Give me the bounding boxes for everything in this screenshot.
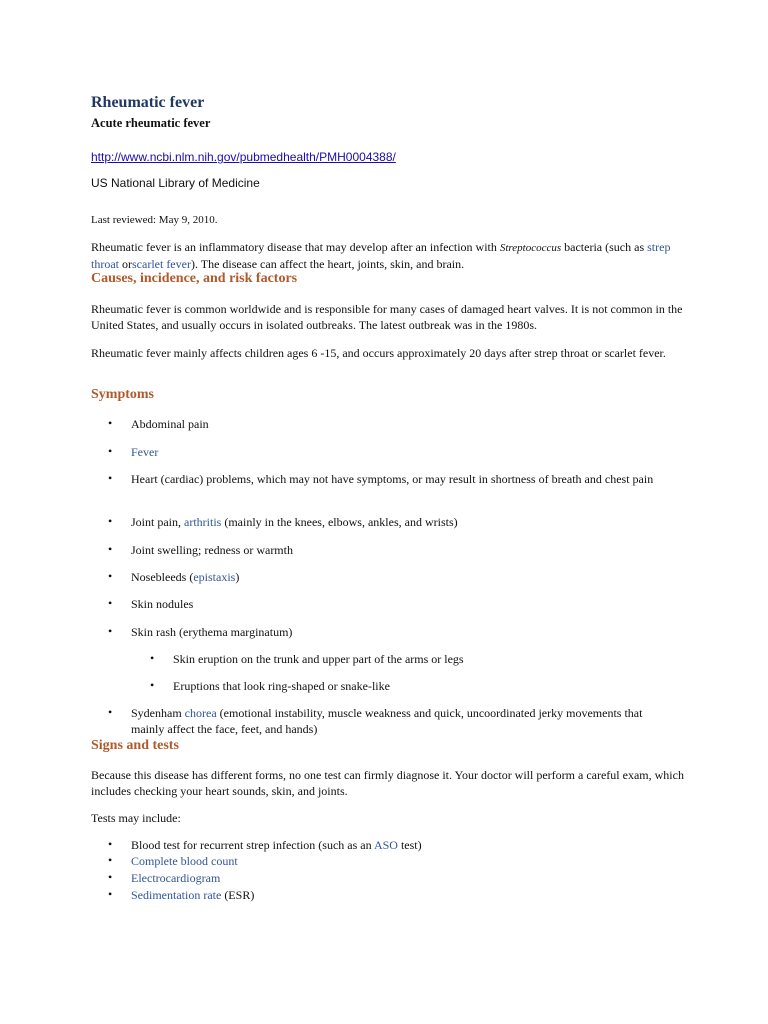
- bullet: •: [150, 678, 155, 692]
- intro-paragraph: [91, 239, 691, 272]
- strep-throat-link[interactable]: strep throat: [91, 240, 671, 271]
- bullet: •: [108, 542, 113, 556]
- signs-tests-heading: Signs and tests: [91, 738, 179, 753]
- bullet: •: [150, 651, 155, 665]
- bullet: •: [108, 569, 113, 583]
- causes-paragraph-2: Rheumatic fever mainly affects children ages 6 -15, and occurs approximately 20 days after strep throat or scarlet fever.: [91, 346, 666, 360]
- bullet: •: [108, 624, 113, 638]
- symptom-skin-nodules: Skin nodules: [131, 597, 194, 611]
- symptom-fever-link[interactable]: Fever: [131, 445, 159, 459]
- bullet: •: [108, 514, 113, 528]
- last-reviewed: Last reviewed: May 9, 2010.: [91, 214, 218, 226]
- signs-paragraph-1: Because this disease has different forms, no one test can firmly diagnose it. Your doctor will perform a careful exam, which includes checking your heart sounds, skin, and joints.: [91, 768, 684, 798]
- symptoms-heading: Symptoms: [91, 387, 155, 402]
- bullet: •: [108, 837, 113, 851]
- nosebleeds-text: Nosebleeds (: [131, 570, 194, 584]
- intro-text-2: bacteria (such as: [561, 240, 648, 254]
- scarlet-fever-link[interactable]: scarlet fever: [132, 257, 191, 271]
- symptom-abdominal-pain: Abdominal pain: [131, 417, 209, 431]
- source-link[interactable]: http://www.ncbi.nlm.nih.gov/pubmedhealth/PMH0004388/: [91, 150, 396, 164]
- organization-name: US National Library of Medicine: [91, 176, 260, 190]
- arthritis-link[interactable]: arthritis: [184, 515, 222, 529]
- esr-abbrev: (ESR): [221, 888, 255, 902]
- test-esr: [131, 887, 254, 903]
- epistaxis-link[interactable]: epistaxis: [193, 570, 236, 584]
- intro-text-3: or: [119, 257, 132, 271]
- signs-paragraph-2: Tests may include:: [91, 811, 181, 825]
- bullet: •: [108, 416, 113, 430]
- blood-test-close: test): [397, 838, 422, 852]
- joint-pain-detail: (mainly in the knees, elbows, ankles, and wrists): [221, 515, 458, 529]
- rash-detail-1: Skin eruption on the trunk and upper part of the arms or legs: [173, 652, 464, 666]
- intro-text-1: Rheumatic fever is an inflammatory disease that may develop after an infection with: [91, 240, 500, 254]
- bullet: •: [108, 853, 113, 867]
- causes-paragraph-1: Rheumatic fever is common worldwide and is responsible for many cases of damaged heart valves. It is not common in the United States, and usually occurs in isolated outbreaks. The latest outbreak was in the 1980s.: [91, 302, 683, 332]
- bullet: •: [108, 444, 113, 458]
- intro-text-4: ). The disease can affect the heart, joints, skin, and brain.: [190, 257, 465, 271]
- causes-heading: Causes, incidence, and risk factors: [91, 271, 298, 286]
- sedimentation-rate-link[interactable]: Sedimentation rate: [131, 888, 222, 902]
- aso-link[interactable]: ASO: [373, 838, 398, 852]
- symptom-joint-pain: [131, 514, 671, 530]
- page-title: Rheumatic fever: [91, 94, 205, 111]
- intro-italic: Streptococcus: [499, 242, 562, 254]
- joint-pain-text: Joint pain,: [131, 515, 184, 529]
- chorea-text: Sydenham: [131, 706, 185, 720]
- bullet: •: [108, 705, 113, 719]
- complete-blood-count-link[interactable]: Complete blood count: [131, 854, 238, 868]
- bullet: •: [108, 471, 113, 485]
- symptom-joint-swelling: Joint swelling; redness or warmth: [131, 543, 293, 557]
- bullet: •: [108, 887, 113, 901]
- symptom-nosebleeds: [131, 569, 671, 585]
- chorea-link[interactable]: chorea: [184, 706, 217, 720]
- chorea-detail: (emotional instability, muscle weakness and quick, uncoordinated jerky movements that mainly affect the face, feet, and hands): [131, 706, 643, 736]
- rash-detail-2: Eruptions that look ring-shaped or snake-like: [173, 679, 390, 693]
- electrocardiogram-link[interactable]: Electrocardiogram: [131, 871, 221, 885]
- blood-test-text: Blood test for recurrent strep infection (such as an: [131, 838, 374, 852]
- symptom-heart-problems: Heart (cardiac) problems, which may not have symptoms, or may result in shortness of breath and chest pain: [131, 472, 654, 486]
- bullet: •: [108, 596, 113, 610]
- page-subtitle: Acute rheumatic fever: [91, 116, 211, 130]
- symptom-chorea: [131, 705, 671, 737]
- bullet: •: [108, 870, 113, 884]
- test-blood: [131, 837, 422, 853]
- nosebleeds-close: ): [235, 570, 240, 584]
- symptom-skin-rash: Skin rash (erythema marginatum): [131, 625, 293, 639]
